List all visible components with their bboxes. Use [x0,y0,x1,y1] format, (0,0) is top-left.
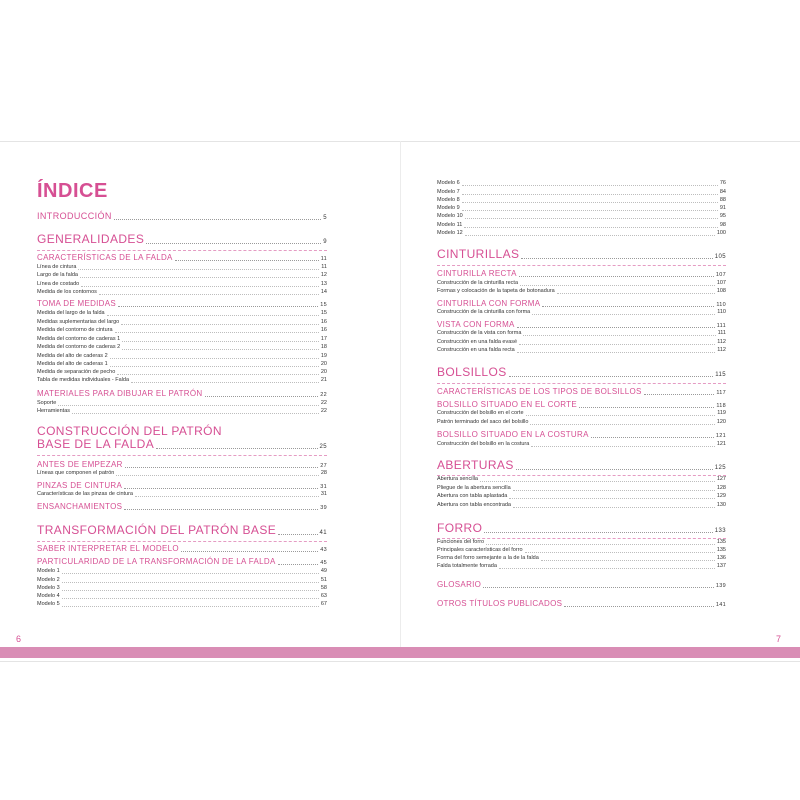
toc-page: 129 [716,493,726,499]
toc-page: 110 [717,309,726,315]
toc-page: 11 [321,264,327,270]
toc-page: 120 [716,419,726,425]
section-divider [437,265,726,266]
toc-page: 12 [320,272,327,278]
toc-page: 111 [717,330,726,336]
toc-label: Medida del contorno de caderas 2 [37,344,121,350]
toc-item[interactable] [37,290,327,296]
toc-item[interactable] [37,378,327,384]
toc-entry-bolsillo-costura[interactable] [437,431,726,439]
toc-item[interactable] [37,409,327,415]
toc-label: Modelo 6 [437,180,460,186]
toc-label: BASE DE LA FALDA [37,437,155,451]
toc-label: Modelo 11 [437,222,463,228]
toc-item[interactable] [437,348,726,354]
toc-page: 118 [716,402,726,409]
toc-label: INTRODUCCIÓN [37,211,112,221]
toc-page: 20 [320,361,327,367]
toc-label: Modelo 10 [437,213,463,219]
toc-page: 115 [715,372,726,378]
toc-page: 11 [320,255,327,262]
toc-page: 84 [719,189,726,195]
toc-item[interactable] [37,471,327,477]
toc-entry-cinturillas[interactable] [437,248,726,260]
page-number-right: 7 [776,634,782,644]
toc-page: 100 [716,230,726,236]
toc-page: 133 [714,528,726,534]
toc-label: Largo de la falda [37,272,78,278]
toc-item[interactable] [437,564,726,570]
toc-page: 22 [320,400,327,406]
toc-page: 88 [719,197,726,203]
toc-item[interactable] [37,586,327,592]
toc-page: 20 [320,369,327,375]
toc-label: Funciones del forro [437,539,485,545]
toc-page: 17 [320,336,327,342]
index-title: ÍNDICE [37,180,108,202]
toc-item[interactable] [37,282,327,288]
toc-page: 14 [320,289,327,295]
toc-label: Modelo 1 [37,568,60,574]
toc-label: TRANSFORMACIÓN DEL PATRÓN BASE [37,523,277,537]
toc-label: VISTA CON FORMA [437,320,515,329]
toc-page: 31 [320,491,327,497]
toc-page: 141 [715,601,726,608]
toc-entry-forro[interactable] [437,522,726,534]
toc-item[interactable] [37,569,327,575]
toc-label: PINZAS DE CINTURA [37,481,123,490]
toc-label: Construcción del bolsillo en el corte [437,410,524,416]
toc-page: 128 [716,485,726,491]
toc-label: GLOSARIO [437,580,482,589]
toc-page: 15 [320,310,327,316]
toc-entry-bolsillos[interactable] [437,366,726,378]
toc-item[interactable] [37,337,327,343]
toc-label: Falda totalmente forrada [437,563,497,569]
toc-label: MATERIALES PARA DIBUJAR EL PATRÓN [37,389,203,398]
toc-item[interactable] [437,331,726,337]
toc-page: 76 [719,180,726,186]
toc-page: 27 [320,462,327,469]
toc-entry-toma-de-medidas[interactable] [37,300,327,308]
toc-label: Modelo 7 [437,189,460,195]
section-divider [437,475,726,476]
toc-entry-pinzas[interactable] [37,482,327,490]
toc-label: Formas y colocación de la tapeta de botonadura [437,288,555,294]
toc-label: BOLSILLO SITUADO EN LA COSTURA [437,430,589,439]
toc-label: Medida del contorno de cintura [37,327,113,333]
toc-label: Modelo 5 [37,601,60,607]
toc-label: ANTES DE EMPEZAR [37,460,123,469]
toc-page: 58 [320,585,327,591]
toc-page: 39 [320,504,327,511]
toc-label: Pliegue de la abertura sencilla [437,485,511,491]
toc-label: Medida del alto de caderas 2 [37,353,108,359]
toc-label: Modelo 8 [437,197,460,203]
section-divider [437,383,726,384]
toc-entry-caracteristicas[interactable] [37,254,327,262]
toc-label: Patrón terminado del saco del bolsillo [437,419,529,425]
toc-label: Medida de separación de pecho [37,369,116,375]
toc-item[interactable] [437,340,726,346]
toc-entry-particularidad[interactable] [37,558,327,566]
toc-item[interactable] [37,265,327,271]
toc-item[interactable] [437,181,726,187]
page-number-left: 6 [16,634,22,644]
toc-label: Abertura con tabla encontrada [437,502,511,508]
toc-item[interactable] [437,214,726,220]
toc-label: Medidas suplementarias del largo [37,319,120,325]
toc-page: 107 [715,271,726,278]
toc-label: GENERALIDADES [37,232,145,246]
toc-label: Principales características del forro [437,547,523,553]
footer-bar [0,647,800,658]
toc-label: Líneas que componen el patrón [37,470,115,476]
toc-label: Construcción de la cinturilla recta [437,280,519,286]
toc-label: CARACTERÍSTICAS DE LOS TIPOS DE BOLSILLOS [437,387,642,396]
toc-page: 67 [320,601,327,607]
toc-page: 63 [320,593,327,599]
toc-page: 111 [716,322,726,329]
toc-label: Línea de cintura [37,264,77,270]
toc-construccion-line1: CONSTRUCCIÓN DEL PATRÓN [37,424,222,438]
toc-page: 117 [716,389,726,396]
toc-item[interactable] [37,273,327,279]
toc-page: 135 [716,547,726,553]
toc-page: 139 [715,582,726,589]
toc-page: 125 [714,465,726,471]
toc-item[interactable] [437,486,726,492]
toc-label: Modelo 2 [37,577,60,583]
toc-item[interactable] [437,281,726,287]
toc-label: ABERTURAS [437,458,514,472]
toc-label: CINTURILLA CON FORMA [437,299,541,308]
toc-entry-transformacion[interactable] [37,524,327,536]
toc-label: Herramientas [37,408,71,414]
toc-label: Construcción en una falda recta [437,347,515,353]
toc-label: Construcción de la vista con forma [437,330,522,336]
toc-page: 43 [320,546,327,553]
toc-page: 22 [320,408,327,414]
toc-page: 112 [717,339,726,345]
toc-item[interactable] [37,354,327,360]
toc-item[interactable] [437,548,726,554]
toc-item[interactable] [437,420,726,426]
toc-page: 19 [320,353,327,359]
toc-label: Abertura sencilla [437,476,478,482]
toc-label: BOLSILLO SITUADO EN EL CORTE [437,400,577,409]
toc-item[interactable] [437,477,726,483]
toc-page: 107 [716,280,726,286]
toc-page: 119 [717,410,726,416]
toc-entry-aberturas[interactable] [437,459,726,471]
toc-label: Abertura con tabla aplastada [437,493,508,499]
toc-entry-cinturilla-forma[interactable] [437,300,726,308]
toc-entry-materiales[interactable] [37,390,327,398]
toc-entry-saber[interactable] [37,545,327,553]
toc-page: 15 [320,301,327,308]
toc-page: 121 [716,441,726,447]
toc-page: 25 [319,444,327,450]
toc-item[interactable] [437,503,726,509]
toc-entry-tipos-bolsillos[interactable] [437,388,726,396]
toc-page: 135 [716,539,726,545]
toc-label: OTROS TÍTULOS PUBLICADOS [437,599,563,608]
toc-entry-otros-titulos[interactable] [437,600,726,608]
toc-label: CINTURILLAS [437,247,520,261]
toc-page: 18 [320,344,327,350]
toc-label: CINTURILLA RECTA [437,269,517,278]
toc-label: TOMA DE MEDIDAS [37,299,117,308]
toc-entry-ensanchamientos[interactable] [37,503,327,511]
toc-entry-construccion[interactable] [37,438,327,450]
toc-item[interactable] [37,328,327,334]
toc-label: Modelo 9 [437,205,460,211]
toc-entry-bolsillo-corte[interactable] [437,401,726,409]
toc-item[interactable] [437,231,726,237]
toc-page: 9 [323,239,327,245]
toc-label: Modelo 4 [37,593,60,599]
toc-label: Medida del largo de la falda [37,310,105,316]
toc-page: 13 [320,281,327,287]
section-divider [37,541,327,542]
toc-entry-introduccion[interactable] [37,212,327,221]
toc-label: Línea de costado [37,281,80,287]
toc-item[interactable] [37,320,327,326]
toc-page: 136 [716,555,726,561]
toc-label: Modelo 12 [437,230,463,236]
toc-page: 49 [320,568,327,574]
toc-page: 127 [716,476,726,482]
toc-label: PARTICULARIDAD DE LA TRANSFORMACIÓN DE LA FALDA [37,557,276,566]
toc-item[interactable] [37,370,327,376]
toc-page: 16 [320,327,327,333]
toc-item[interactable] [37,362,327,368]
toc-item[interactable] [437,310,726,316]
toc-label: Medida de los contornos [37,289,97,295]
toc-item[interactable] [37,345,327,351]
toc-item[interactable] [37,602,327,608]
toc-label: Construcción de la cinturilla con forma [437,309,531,315]
toc-item[interactable] [437,442,726,448]
toc-label: Modelo 3 [37,585,60,591]
toc-page: 105 [714,254,726,260]
toc-label: CARACTERÍSTICAS DE LA FALDA [37,253,173,262]
toc-item[interactable] [437,223,726,229]
toc-item[interactable] [437,411,726,417]
toc-entry-glosario[interactable] [437,581,726,589]
toc-page: 108 [716,288,726,294]
toc-item[interactable] [37,401,327,407]
toc-label: Medida del contorno de caderas 1 [37,336,121,342]
toc-page: 45 [320,559,327,566]
toc-label: ENSANCHAMIENTOS [37,502,123,511]
toc-page: 137 [716,563,726,569]
toc-item[interactable] [437,494,726,500]
toc-item[interactable] [437,198,726,204]
toc-page: 28 [320,470,327,476]
toc-item[interactable] [437,206,726,212]
page-gutter [400,141,401,647]
toc-label: Soporte [37,400,57,406]
toc-item[interactable] [37,594,327,600]
toc-item[interactable] [37,311,327,317]
toc-label: Medida del alto de caderas 1 [37,361,108,367]
toc-label: FORRO [437,521,483,535]
toc-entry-vista[interactable] [437,321,726,329]
toc-page: 121 [715,432,726,439]
toc-page: 110 [716,301,726,308]
toc-label: Construcción del bolsillo en la costura [437,441,530,447]
toc-page: 16 [320,319,327,325]
toc-entry-generalidades[interactable] [37,233,327,245]
toc-page: 51 [320,577,327,583]
toc-item[interactable] [437,540,726,546]
toc-label: Construcción en una falda evasé [437,339,518,345]
toc-page: 22 [320,391,327,398]
section-divider [37,455,327,456]
toc-label: Forma del forro semejante a la de la falda [437,555,539,561]
toc-label: SABER INTERPRETAR EL MODELO [37,544,179,553]
toc-page: 21 [320,377,327,383]
toc-page: 91 [719,205,726,211]
toc-page: 95 [719,213,726,219]
toc-label: Características de las pinzas de cintura [37,491,133,497]
toc-item[interactable] [437,190,726,196]
toc-item[interactable] [37,578,327,584]
toc-entry-antes[interactable] [37,461,327,469]
section-divider [37,250,327,251]
toc-page: 5 [323,215,327,221]
toc-item[interactable] [437,289,726,295]
toc-page: 130 [716,502,726,508]
toc-page: 112 [717,347,726,353]
toc-page: 41 [319,530,327,536]
toc-entry-cinturilla-recta[interactable] [437,270,726,278]
toc-label: BOLSILLOS [437,365,507,379]
toc-item[interactable] [437,556,726,562]
toc-page: 31 [320,483,327,490]
toc-item[interactable] [37,492,327,498]
toc-page: 98 [719,222,726,228]
toc-label: Tabla de medidas individuales - Falda [37,377,130,383]
